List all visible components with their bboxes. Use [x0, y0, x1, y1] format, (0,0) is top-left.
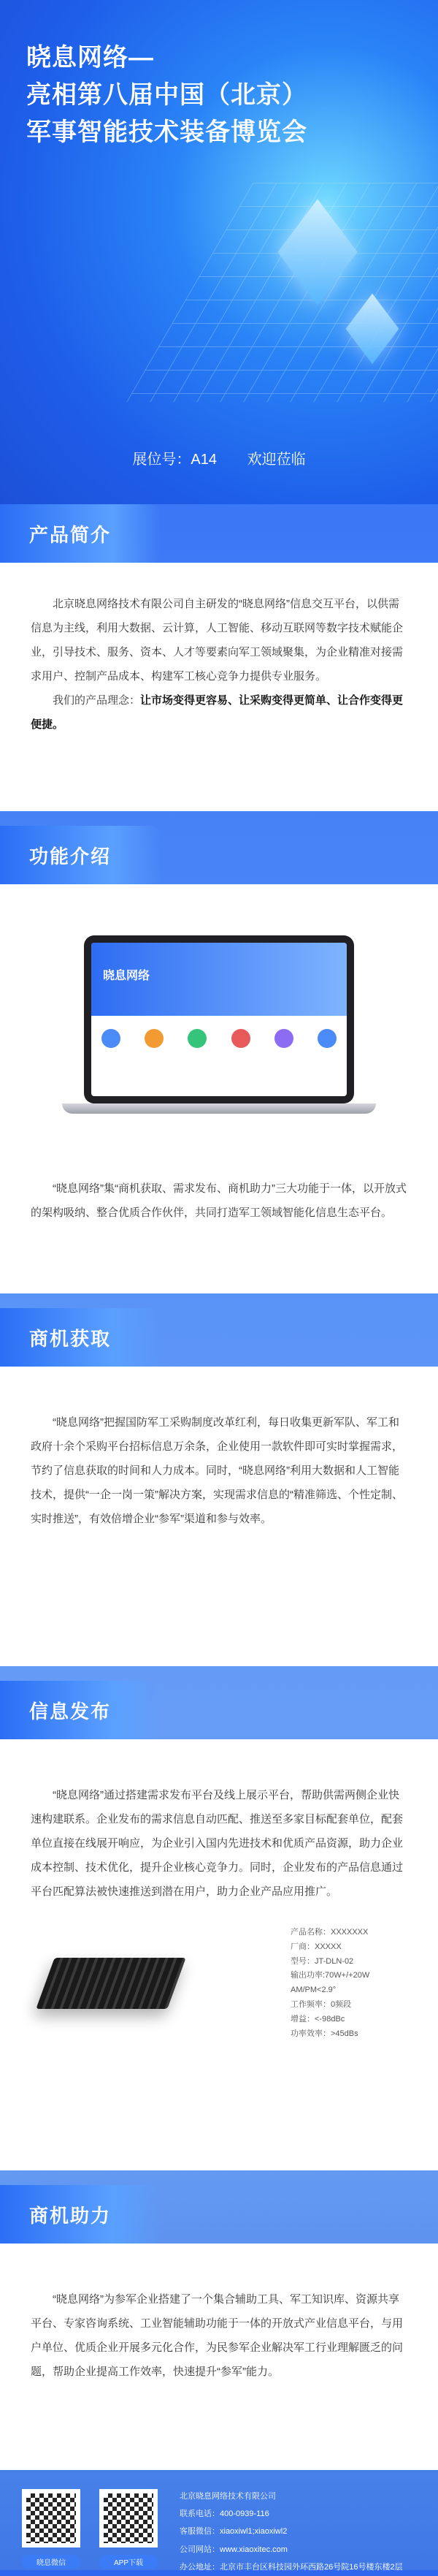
hero-title [26, 39, 307, 151]
product-idea [31, 688, 407, 737]
hero-title-line: 军事智能技术装备博览会 [26, 118, 307, 146]
hero-grid-decoration [126, 183, 438, 402]
product-idea-text: 让市场变得更容易、让采购变得更简单、让合作变得更便捷。 [31, 694, 404, 731]
laptop-base [62, 1103, 376, 1114]
office-address: 办公地址：北京市丰台区科技园外环西路26号院16号楼东楼2层 [180, 2562, 403, 2572]
company-name: 北京晓息网络技术有限公司 [180, 2492, 276, 2501]
contact-phone[interactable]: 联系电话：400-0939-116 [180, 2509, 269, 2519]
spec-item: 功率效率：>45dBs [291, 2029, 358, 2038]
hero-banner [0, 0, 438, 504]
section-title: 商机助力 [29, 2205, 112, 2227]
contact-wechat: 客服微信：xiaoxiwl1;xiaoxiwl2 [180, 2527, 288, 2537]
qr-label: APP下载 [99, 2555, 158, 2569]
section-boost-body [0, 2243, 438, 2470]
boost-text: “晓息网络”为参军企业搭建了一个集合辅助工具、军工知识库、资源共享平台、专家咨询系统、工业智能辅助功能于一体的开放式产业信息平台，与用户单位、优质企业开展多元化合作，为民参军企业解决军工行业理解匮乏的问题，帮助企业提高工作效率，快速提升“参军”能力。 [31, 2293, 404, 2378]
section-title: 信息发布 [29, 1701, 112, 1722]
booth-number: 展位号：A14 [132, 452, 218, 468]
spec-item: 产品名称：XXXXXXX [291, 1928, 369, 1937]
qr-label: 晓息微信 [22, 2555, 80, 2569]
opportunity-text: “晓息网络”把握国防军工采购制度改革红利，每日收集更新军队、军工和政府十余个采购平台招标信息万余条，企业使用一款软件即可实时掌握需求，节约了信息获取的时间和人力成本。同时，“晓息网络”利用大数据和人工智能技术，提供“一企一岗一策”解决方案，实现需求信息的“精准筛选、个性定制、实时推送”，有效倍增企业“参军”渠道和参与效率。 [31, 1416, 404, 1525]
section-header-opportunity [0, 1308, 161, 1367]
section-title: 商机获取 [29, 1328, 112, 1350]
app-download-qr-code[interactable] [99, 2489, 158, 2567]
app-icon [231, 1029, 250, 1048]
footer [0, 2485, 438, 2570]
hero-title-line: 晓息网络— [26, 44, 154, 72]
hero-title-line: 亮相第八届中国（北京） [26, 81, 307, 109]
publish-text: “晓息网络”通过搭建需求发布平台及线上展示平台，帮助供需两侧企业快速构建联系。企业发布的需求信息自动匹配、推送至多家目标配套单位，配套单位直接在线展开响应，为企业引入国内先进技术和优质产品资源，助力企业成本控制、技术优化，提升企业核心竞争力。同时，企业发布的产品信息通过平台匹配算法被快速推送到潜在用户，助力企业产品应用推广。 [31, 1789, 404, 1898]
spec-item: 型号：JT-DLN-02 [291, 1956, 354, 1966]
spec-item: 输出功率:70W+/+20W [291, 1971, 370, 1980]
section-header-publish [0, 1681, 161, 1739]
spec-item: AM/PM<2.9° [291, 1986, 337, 1995]
product-specs [291, 1926, 407, 2041]
laptop-banner: 晓息网络 [91, 943, 347, 1016]
spec-item: 增益：<-98dBc [291, 2014, 345, 2024]
product-showcase [31, 1926, 407, 2041]
app-icon [188, 1029, 207, 1048]
app-icon [101, 1029, 120, 1048]
app-icon [145, 1029, 164, 1048]
spec-item: 厂商：XXXXX [291, 1942, 342, 1951]
section-features-body [0, 884, 438, 1293]
section-title: 产品简介 [29, 524, 112, 546]
features-text: “晓息网络”集“商机获取、需求发布、商机助力”三大功能于一体，以开放式的架构吸纳、整合优质合作伙伴，共同打造军工领域智能化信息生态平台。 [31, 1182, 407, 1219]
laptop-screen-content [91, 943, 347, 1096]
product-image [31, 1939, 199, 2027]
section-header-boost [0, 2185, 161, 2243]
laptop-screen [84, 935, 354, 1103]
section-header-features [0, 826, 161, 884]
section-opportunity-body [0, 1367, 438, 1666]
intro-paragraph: 北京晓息网络技术有限公司自主研发的“晓息网络”信息交互平台，以供需信息为主线，利用大数据、云计算，人工智能、移动互联网等数字技术赋能企业，引导技术、服务、资本、人才等要素向军工领域聚集，为企业精准对接需求用户、控制产品成本、构建军工核心竞争力提供专业服务。 [31, 598, 404, 683]
spec-item: 工作频率：0频段 [291, 1999, 352, 2009]
section-header-intro [0, 504, 161, 563]
laptop-illustration [62, 935, 376, 1155]
laptop-icons [101, 1029, 337, 1048]
app-icon [274, 1029, 293, 1048]
device-heatsink [36, 1958, 185, 2009]
wechat-qr-code[interactable] [22, 2489, 80, 2567]
app-icon [318, 1029, 337, 1048]
product-idea-label: 我们的产品理念： [53, 694, 141, 707]
contact-info [180, 2488, 403, 2576]
section-publish-body [0, 1739, 438, 2170]
booth-info [0, 447, 438, 468]
company-website[interactable]: 公司网站：www.xiaoxitec.com [180, 2545, 288, 2554]
section-intro-body [0, 563, 438, 811]
section-title: 功能介绍 [29, 846, 112, 867]
welcome-text: 欢迎莅临 [247, 452, 306, 468]
